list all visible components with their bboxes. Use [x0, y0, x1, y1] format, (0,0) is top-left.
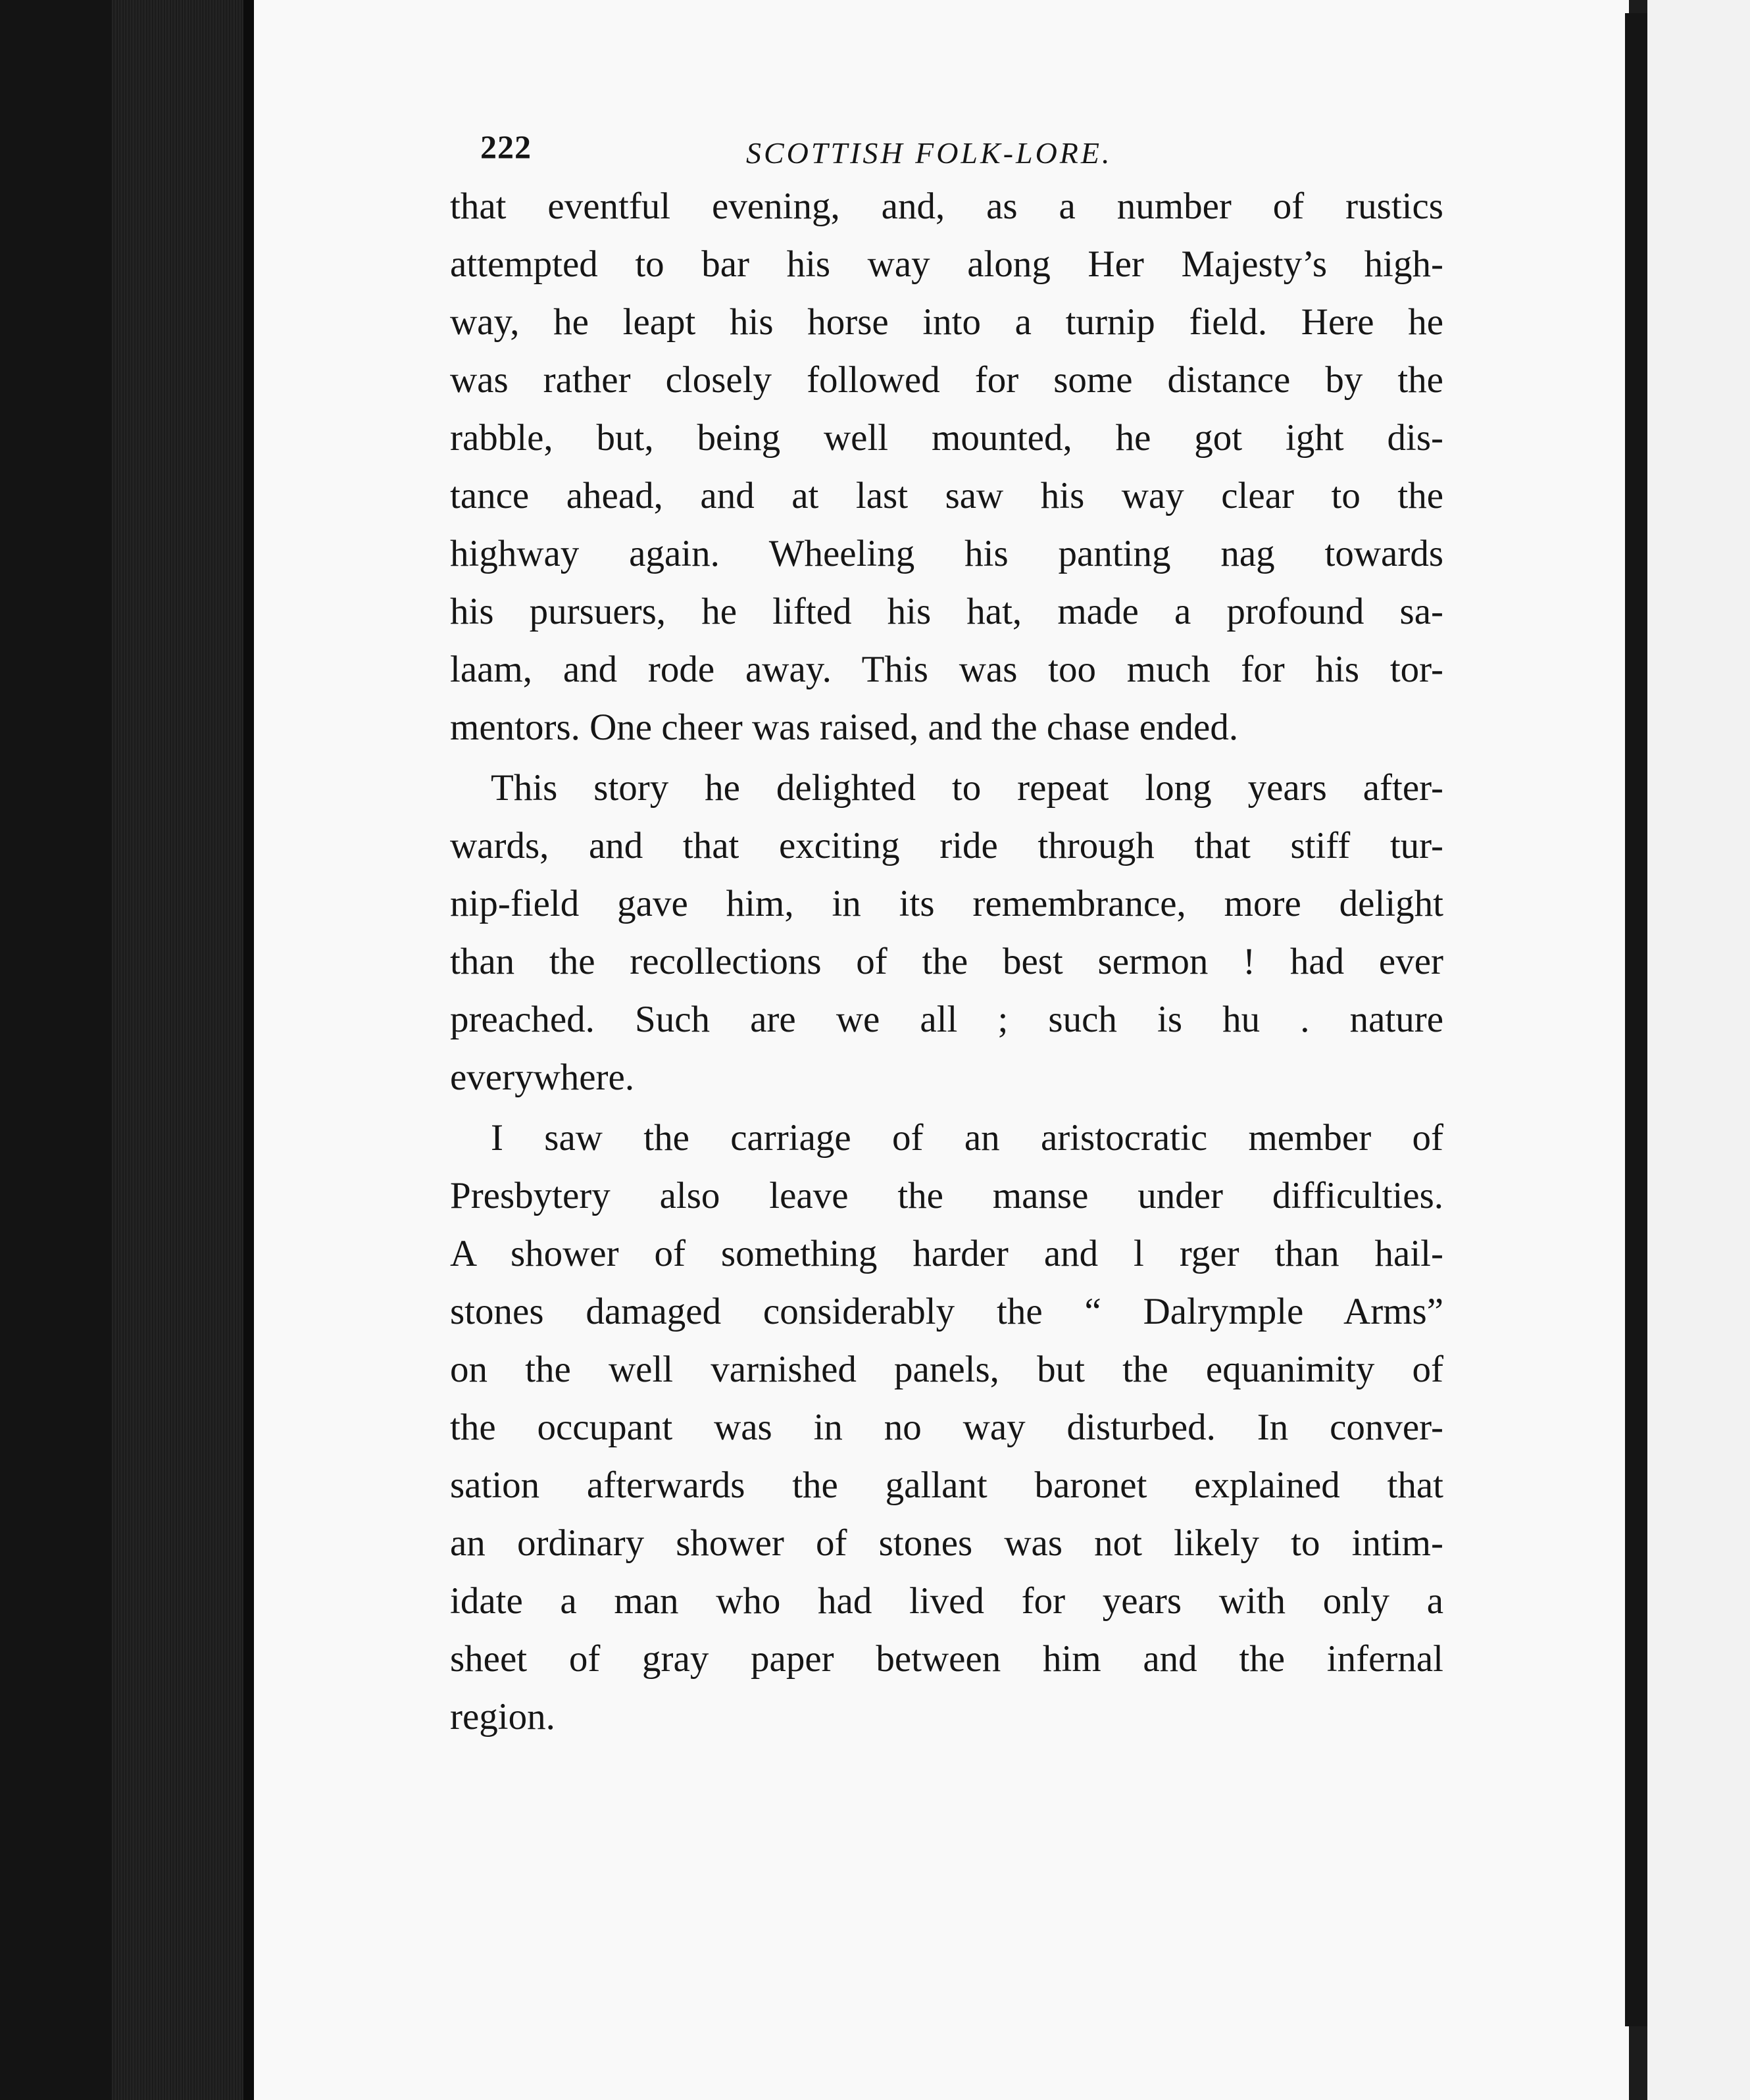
- text-line: the occupant was in no way disturbed. In conver-: [450, 1407, 1443, 1448]
- text-line: on the well varnished panels, but the equanimity of: [450, 1349, 1443, 1390]
- page-text: [450, 125, 1443, 1746]
- page-fold-shadow: [1625, 13, 1647, 2026]
- text-line: mentors. One cheer was raised, and the chase ended.: [450, 707, 1239, 748]
- text-line: wards, and that exciting ride through that stiff tur-: [450, 825, 1443, 866]
- text-line: A shower of something harder and l rger than hail-: [450, 1233, 1443, 1274]
- scan-background-left: [0, 0, 112, 2100]
- text-line: than the recollections of the best sermon ! had ever: [450, 941, 1443, 982]
- text-line: an ordinary shower of stones was not likely to intim-: [450, 1522, 1443, 1564]
- text-line: nip-field gave him, in its remembrance, more delight: [450, 883, 1443, 924]
- paragraph-3: [450, 1109, 1443, 1746]
- text-line: tance ahead, and at last saw his way clear to the: [450, 475, 1443, 516]
- text-line: his pursuers, he lifted his hat, made a profound sa-: [450, 591, 1443, 632]
- next-page-edge: [1647, 0, 1750, 2100]
- text-line: attempted to bar his way along Her Majesty’s high-: [450, 243, 1443, 285]
- text-line: sation afterwards the gallant baronet explained that: [450, 1464, 1443, 1506]
- text-line: was rather closely followed for some distance by the: [450, 359, 1443, 401]
- text-line: preached. Such are we all ; such is hu . nature: [450, 999, 1443, 1040]
- text-line: everywhere.: [450, 1057, 635, 1098]
- page-number: 222: [480, 128, 532, 165]
- paragraph-1: [450, 178, 1443, 757]
- running-head: [450, 125, 1443, 178]
- paragraph-2: [450, 759, 1443, 1107]
- running-title: SCOTTISH FOLK-LORE.: [746, 136, 1112, 170]
- text-line: stones damaged considerably the “ Dalrymple Arms”: [450, 1291, 1443, 1332]
- gutter-shadow: [243, 0, 254, 2100]
- text-line: I saw the carriage of an aristocratic member of: [491, 1117, 1443, 1159]
- text-line: This story he delighted to repeat long years after-: [491, 767, 1443, 809]
- text-line: idate a man who had lived for years with only a: [450, 1580, 1443, 1622]
- text-line: sheet of gray paper between him and the infernal: [450, 1638, 1443, 1680]
- page-edge-stack: [112, 0, 243, 2100]
- text-line: region.: [450, 1696, 555, 1738]
- text-line: rabble, but, being well mounted, he got ight dis-: [450, 417, 1443, 459]
- text-line: laam, and rode away. This was too much for his tor-: [450, 649, 1443, 690]
- text-line: highway again. Wheeling his panting nag towards: [450, 533, 1443, 574]
- text-line: Presbytery also leave the manse under difficulties.: [450, 1175, 1443, 1216]
- text-line: that eventful evening, and, as a number of rustics: [450, 186, 1443, 227]
- text-line: way, he leapt his horse into a turnip field. Here he: [450, 301, 1443, 343]
